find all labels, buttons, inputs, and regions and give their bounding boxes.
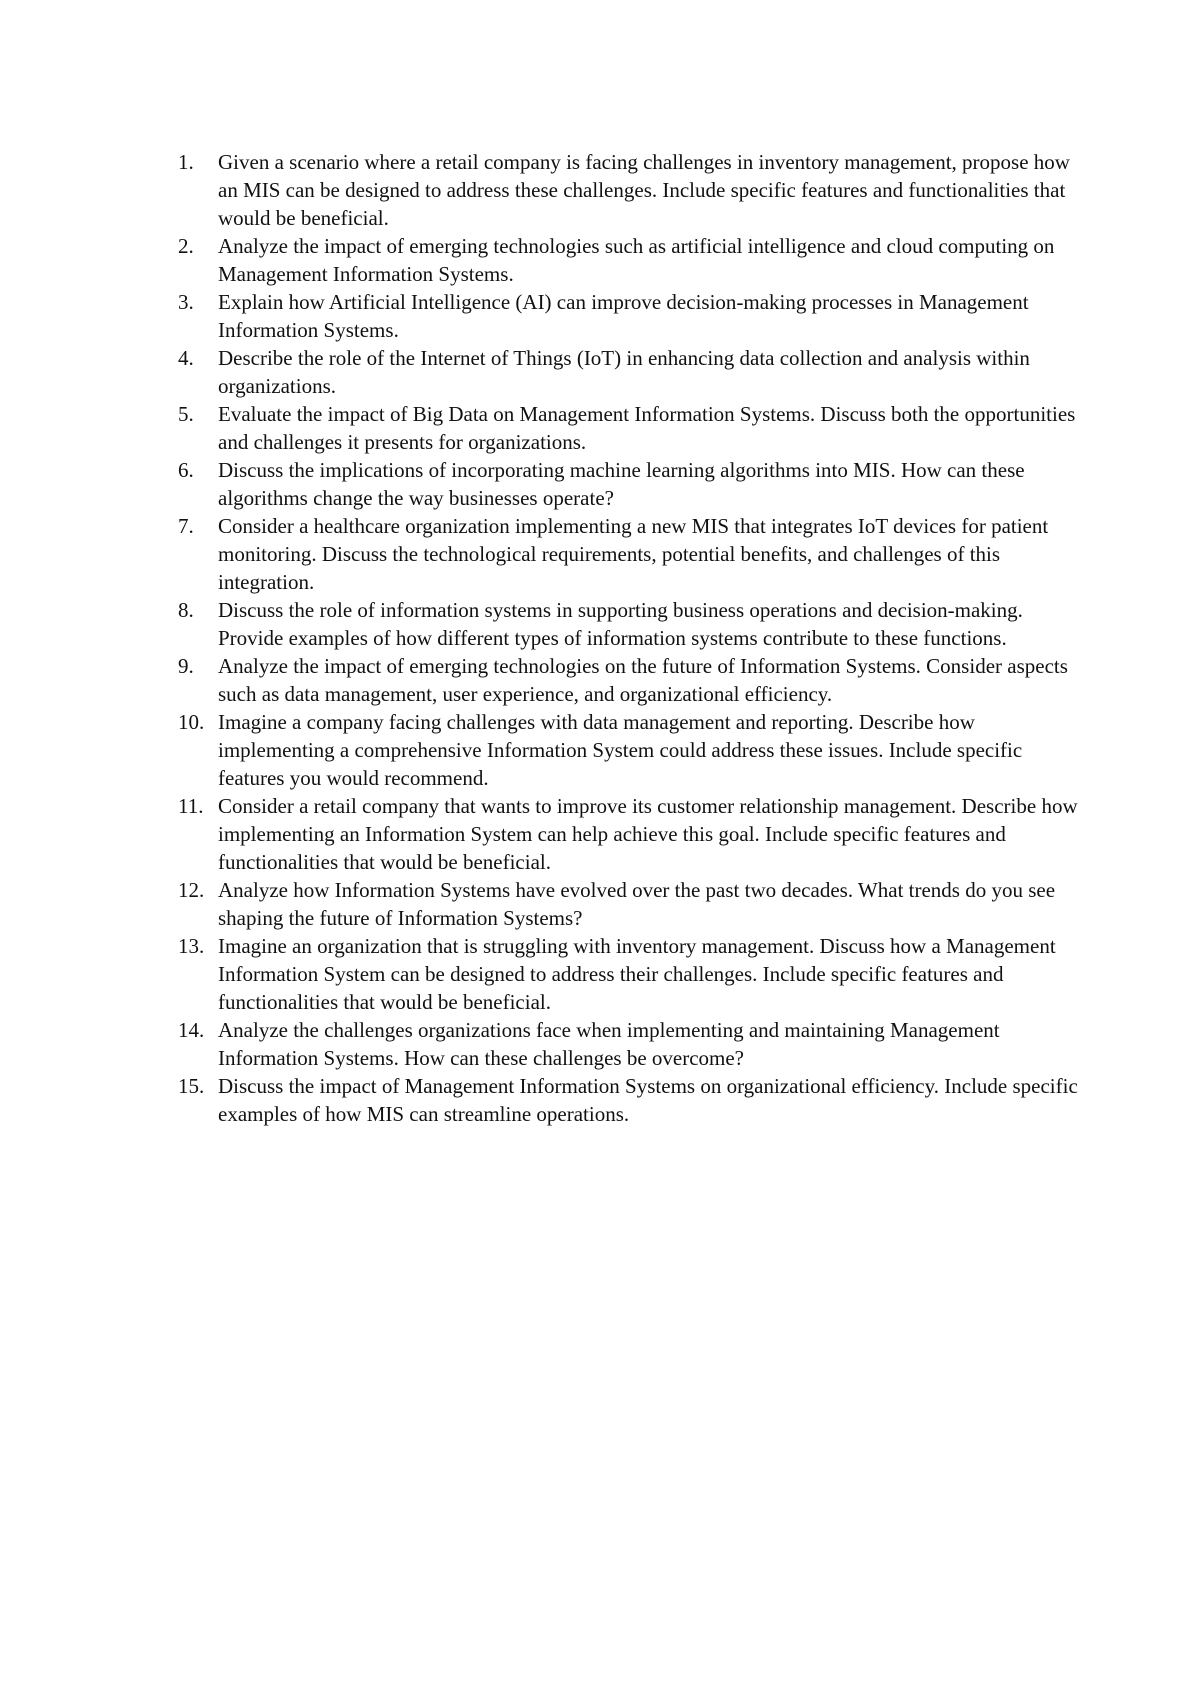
question-item-6 — [178, 456, 1078, 512]
question-number: 2. — [178, 234, 194, 258]
question-number: 9. — [178, 654, 194, 678]
question-item-2 — [178, 232, 1078, 288]
question-text: Consider a retail company that wants to improve its customer relationship management. Describe how implementing an Information System can help achieve this goal. Include specific features and functionalities that would be beneficial. — [218, 794, 1078, 874]
question-item-3 — [178, 288, 1078, 344]
question-item-5 — [178, 400, 1078, 456]
question-text: Analyze the impact of emerging technologies on the future of Information Systems. Consider aspects such as data management, user experience, and organizational efficiency. — [218, 654, 1068, 706]
question-number: 14. — [178, 1018, 205, 1042]
question-number: 11. — [178, 794, 204, 818]
question-text: Explain how Artificial Intelligence (AI) can improve decision-making processes in Management Information Systems. — [218, 290, 1029, 342]
question-item-14 — [178, 1016, 1078, 1072]
question-text: Imagine a company facing challenges with data management and reporting. Describe how implementing a comprehensive Information System could address these issues. Include specific features you would recommend. — [218, 710, 1023, 790]
question-number: 4. — [178, 346, 194, 370]
question-text: Discuss the implications of incorporating machine learning algorithms into MIS. How can these algorithms change the way businesses operate? — [218, 458, 1025, 510]
question-text: Describe the role of the Internet of Things (IoT) in enhancing data collection and analysis within organizations. — [218, 346, 1030, 398]
question-number: 3. — [178, 290, 194, 314]
question-text: Analyze the challenges organizations face when implementing and maintaining Management Information Systems. How can these challenges be overcome? — [218, 1018, 1000, 1070]
question-item-11 — [178, 792, 1078, 876]
question-item-15 — [178, 1072, 1078, 1128]
question-item-8 — [178, 596, 1078, 652]
question-text: Analyze the impact of emerging technologies such as artificial intelligence and cloud computing on Management Information Systems. — [218, 234, 1055, 286]
question-text: Discuss the impact of Management Information Systems on organizational efficiency. Include specific examples of how MIS can streamline operations. — [218, 1074, 1078, 1126]
question-number: 10. — [178, 710, 205, 734]
question-item-12 — [178, 876, 1078, 932]
question-item-1 — [178, 148, 1078, 232]
question-item-4 — [178, 344, 1078, 400]
question-text: Evaluate the impact of Big Data on Management Information Systems. Discuss both the opportunities and challenges it presents for organizations. — [218, 402, 1076, 454]
question-item-9 — [178, 652, 1078, 708]
question-number: 12. — [178, 878, 205, 902]
question-text: Analyze how Information Systems have evolved over the past two decades. What trends do you see shaping the future of Information Systems? — [218, 878, 1056, 930]
question-number: 15. — [178, 1074, 205, 1098]
question-text: Imagine an organization that is struggling with inventory management. Discuss how a Management Information System can be designed to address their challenges. Include specific features and functionalities that would be beneficial. — [218, 934, 1056, 1014]
question-number: 7. — [178, 514, 194, 538]
question-list — [178, 148, 1078, 1128]
question-text: Given a scenario where a retail company is facing challenges in inventory management, propose how an MIS can be designed to address these challenges. Include specific features and functionalities that would be beneficial. — [218, 150, 1070, 230]
question-text: Discuss the role of information systems in supporting business operations and decision-making. Provide examples of how different types of information systems contribute to these functions. — [218, 598, 1023, 650]
question-text: Consider a healthcare organization implementing a new MIS that integrates IoT devices for patient monitoring. Discuss the technological requirements, potential benefits, and challenges of this integration. — [218, 514, 1049, 594]
question-number: 13. — [178, 934, 205, 958]
question-number: 8. — [178, 598, 194, 622]
question-item-7 — [178, 512, 1078, 596]
question-number: 5. — [178, 402, 194, 426]
question-item-13 — [178, 932, 1078, 1016]
question-item-10 — [178, 708, 1078, 792]
question-number: 1. — [178, 150, 194, 174]
question-number: 6. — [178, 458, 194, 482]
